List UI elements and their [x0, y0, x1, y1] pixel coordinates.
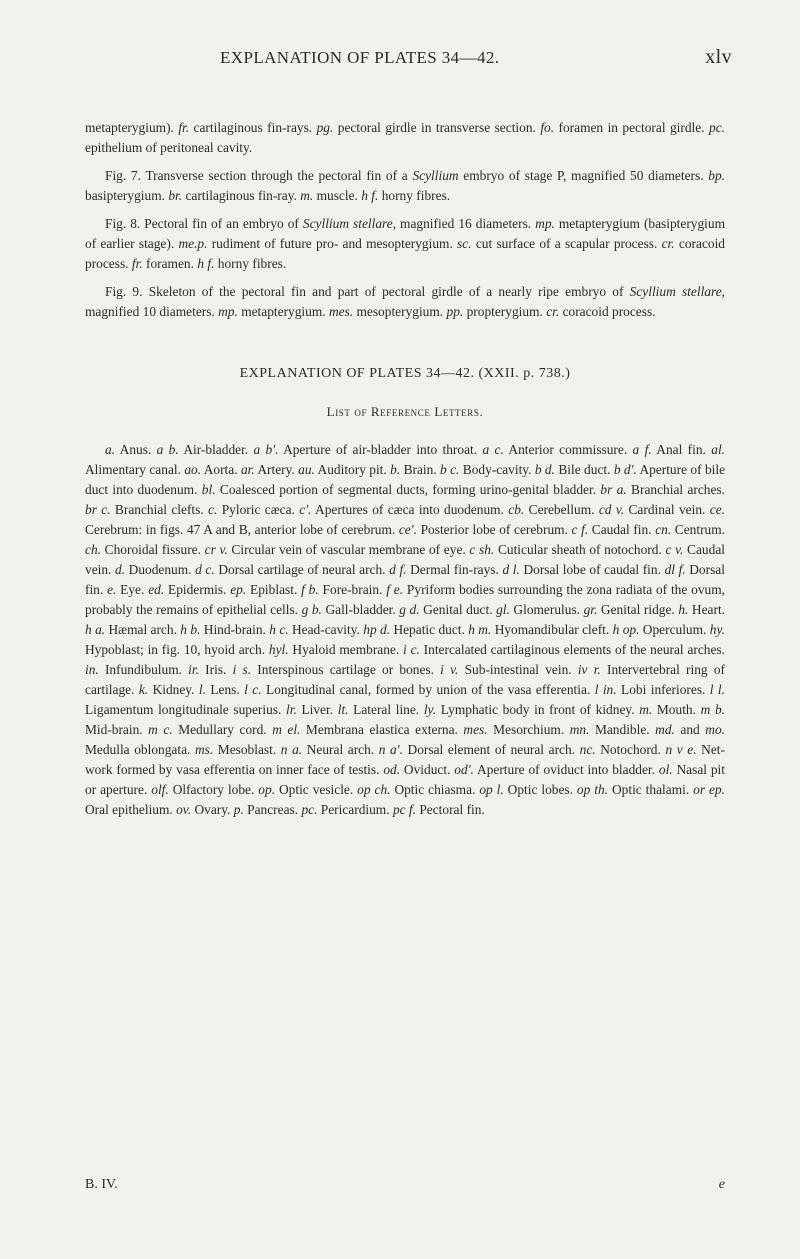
page-number: xlv	[705, 46, 732, 68]
paragraph-fig-7: Fig. 7. Transverse section through the pectoral fin of a Scyllium embryo of stage P, magnified 50 diameters. bp. basipterygium. br. cartilaginous fin-ray. m. muscle. h f. horny fibres.	[85, 168, 726, 203]
section-heading: EXPLANATION OF PLATES 34—42. (XXII. p. 738.)	[239, 366, 571, 381]
section-subheading: List of Reference Letters.	[326, 404, 484, 419]
paragraph-continued: metapterygium). fr. cartilaginous fin-rays. pg. pectoral girdle in transverse section. fo. foramen in pectoral girdle. pc. epithelium of peritoneal cavity.	[85, 120, 726, 155]
reference-letters-list: a. Anus. a b. Air-bladder. a b'. Aperture of air-bladder into throat. a c. Anterior commissure. a f. Anal fin. al. Alimentary canal. ao. Aorta. ar. Artery. au. Auditory pit. b. Brain. b c. Body-cavity. b d. Bile duct. b d'. Aperture of bile duct into duodenum. bl. Coalesced portion of segmental ducts, forming urino-genital bladder. br a. Branchial arches. br c. Branchial clefts. c. Pyloric cæca. c'. Apertures of cæca into duodenum. cb. Cerebellum. cd v. Cardinal vein. ce. Cerebrum: in figs. 47 A and B, anterior lobe of cerebrum. ce'. Posterior lobe of cerebrum. c f. Caudal fin. cn. Centrum. ch. Choroidal fissure. cr v. Circular vein of vascular membrane of eye. c sh. Cuticular sheath of notochord. c v. Caudal vein. d. Duodenum. d c. Dorsal cartilage of neural arch. d f. Dermal fin-rays. d l. Dorsal lobe of caudal fin. dl f. Dorsal fin. e. Eye. ed. Epidermis. ep. Epiblast. f b. Fore-brain. f e. Pyriform bodies surrounding the zona radiata of the ovum, probably the remains of epithelial cells. g b. Gall-bladder. g d. Genital duct. gl. Glomerulus. gr. Genital ridge. h. Heart. h a. Hæmal arch. h b. Hind-brain. h c. Head-cavity. hp d. Hepatic duct. h m. Hyomandibular cleft. h op. Operculum. hy. Hypoblast; in fig. 10, hyoid arch. hyl. Hyaloid membrane. i c. Intercalated cartilaginous elements of the neural arches. in. Infundibulum. ir. Iris. i s. Interspinous cartilage or bones. i v. Sub-intestinal vein. iv r. Intervertebral ring of cartilage. k. Kidney. l. Lens. l c. Longitudinal canal, formed by union of the vasa efferentia. l in. Lobi inferiores. l l. Ligamentum longitudinale superius. lr. Liver. lt. Lateral line. ly. Lymphatic body in front of kidney. m. Mouth. m b. Mid-brain. m c. Medullary cord. m el. Membrana elastica externa. mes. Mesorchium. mn. Mandible. md. and mo. Medulla oblongata. ms. Mesoblast. n a. Neural arch. n a'. Dorsal element of neural arch. nc. Notochord. n v e. Net-work formed by vasa efferentia on inner face of testis. od. Oviduct. od'. Aperture of oviduct into bladder. ol. Nasal pit or aperture. olf. Olfactory lobe. op. Optic vesicle. op ch. Optic chiasma. op l. Optic lobes. op th. Optic thalami. or ep. Oral epithelium. ov. Ovary. p. Pancreas. pc. Pericardium. pc f. Pectoral fin.	[85, 442, 726, 817]
paragraph-fig-8: Fig. 8. Pectoral fin of an embryo of Scyllium stellare, magnified 16 diameters. mp. metapterygium (basipterygium of earlier stage). me.p. rudiment of future pro- and mesopterygium. sc. cut surface of a scapular process. cr. coracoid process. fr. foramen. h f. horny fibres.	[85, 216, 726, 271]
page-footer	[85, 1177, 725, 1199]
page-header	[60, 42, 740, 72]
paragraph-fig-9: Fig. 9. Skeleton of the pectoral fin and part of pectoral girdle of a nearly ripe embryo of Scyllium stellare, magnified 10 diameters. mp. metapterygium. mes. mesopterygium. pp. propterygium. cr. coracoid process.	[85, 284, 725, 319]
gathering-letter: e	[718, 1177, 725, 1192]
page-body	[85, 118, 725, 820]
signature-mark: B. IV.	[85, 1177, 118, 1192]
running-title: EXPLANATION OF PLATES 34—42.	[220, 48, 500, 67]
